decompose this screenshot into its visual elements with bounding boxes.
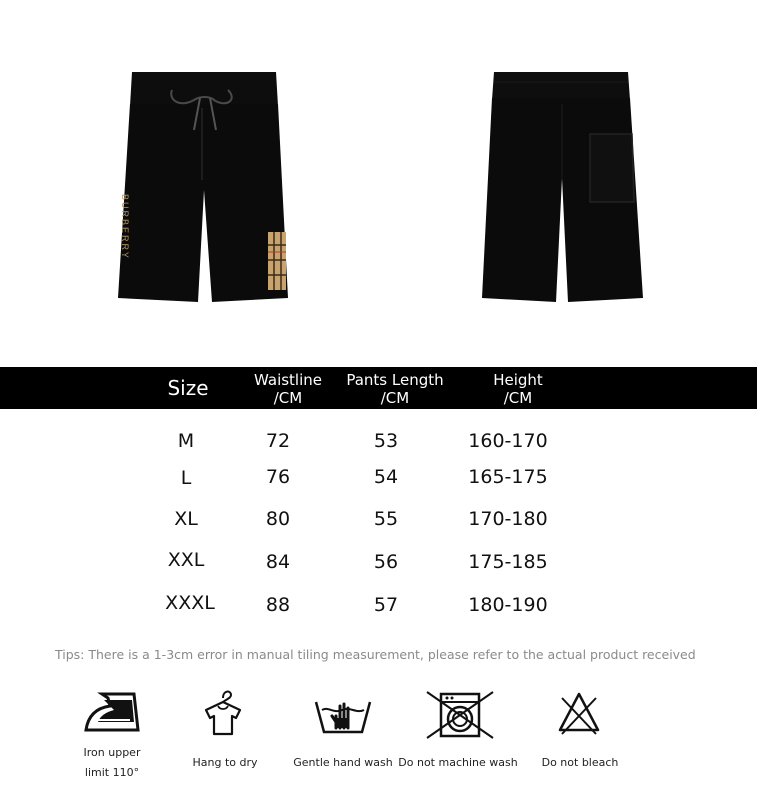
cell-size: XXL xyxy=(167,549,205,571)
cell-height: 165-175 xyxy=(468,466,548,488)
cell-height: 175-185 xyxy=(468,551,548,573)
care-label-no-bleach: Do not bleach xyxy=(541,756,619,769)
cell-pants-length: 55 xyxy=(373,508,399,530)
cell-pants-length: 56 xyxy=(373,551,399,573)
cell-pants-length: 54 xyxy=(373,466,399,488)
care-label-hand-wash: Gentle hand wash xyxy=(293,756,393,769)
header-height: Height /CM xyxy=(493,371,543,407)
care-label-hang: Hang to dry xyxy=(192,756,258,769)
tips-text: Tips: There is a 1-3cm error in manual tiling measurement, please refer to the actual product received xyxy=(55,647,696,662)
shorts-back-image xyxy=(480,70,645,310)
cell-size: M xyxy=(177,430,195,452)
cell-height: 160-170 xyxy=(468,430,548,452)
cell-size: XXXL xyxy=(165,592,215,614)
care-label-no-machine: Do not machine wash xyxy=(398,756,518,769)
no-machine-wash-icon xyxy=(425,690,495,740)
side-logo-text: BURBERRY xyxy=(120,194,130,260)
cell-size: XL xyxy=(174,508,198,530)
cell-height: 180-190 xyxy=(468,594,548,616)
cell-pants-length: 57 xyxy=(373,594,399,616)
cell-waistline: 72 xyxy=(265,430,291,452)
no-bleach-icon xyxy=(556,690,602,736)
header-pants-length: Pants Length /CM xyxy=(346,371,444,407)
cell-waistline: 76 xyxy=(265,466,291,488)
header-waistline: Waistline /CM xyxy=(254,371,322,407)
header-size: Size xyxy=(167,376,209,400)
cell-size: L xyxy=(180,467,192,489)
care-label-iron: Iron upper limit 110° xyxy=(83,746,141,779)
cell-pants-length: 53 xyxy=(373,430,399,452)
size-table-header xyxy=(0,367,757,409)
shorts-front-image xyxy=(110,70,300,310)
cell-waistline: 80 xyxy=(265,508,291,530)
cell-height: 170-180 xyxy=(468,508,548,530)
cell-waistline: 88 xyxy=(265,594,291,616)
cell-waistline: 84 xyxy=(265,551,291,573)
hanger-icon xyxy=(200,688,246,740)
iron-icon xyxy=(84,692,142,734)
hand-wash-icon xyxy=(314,692,372,736)
